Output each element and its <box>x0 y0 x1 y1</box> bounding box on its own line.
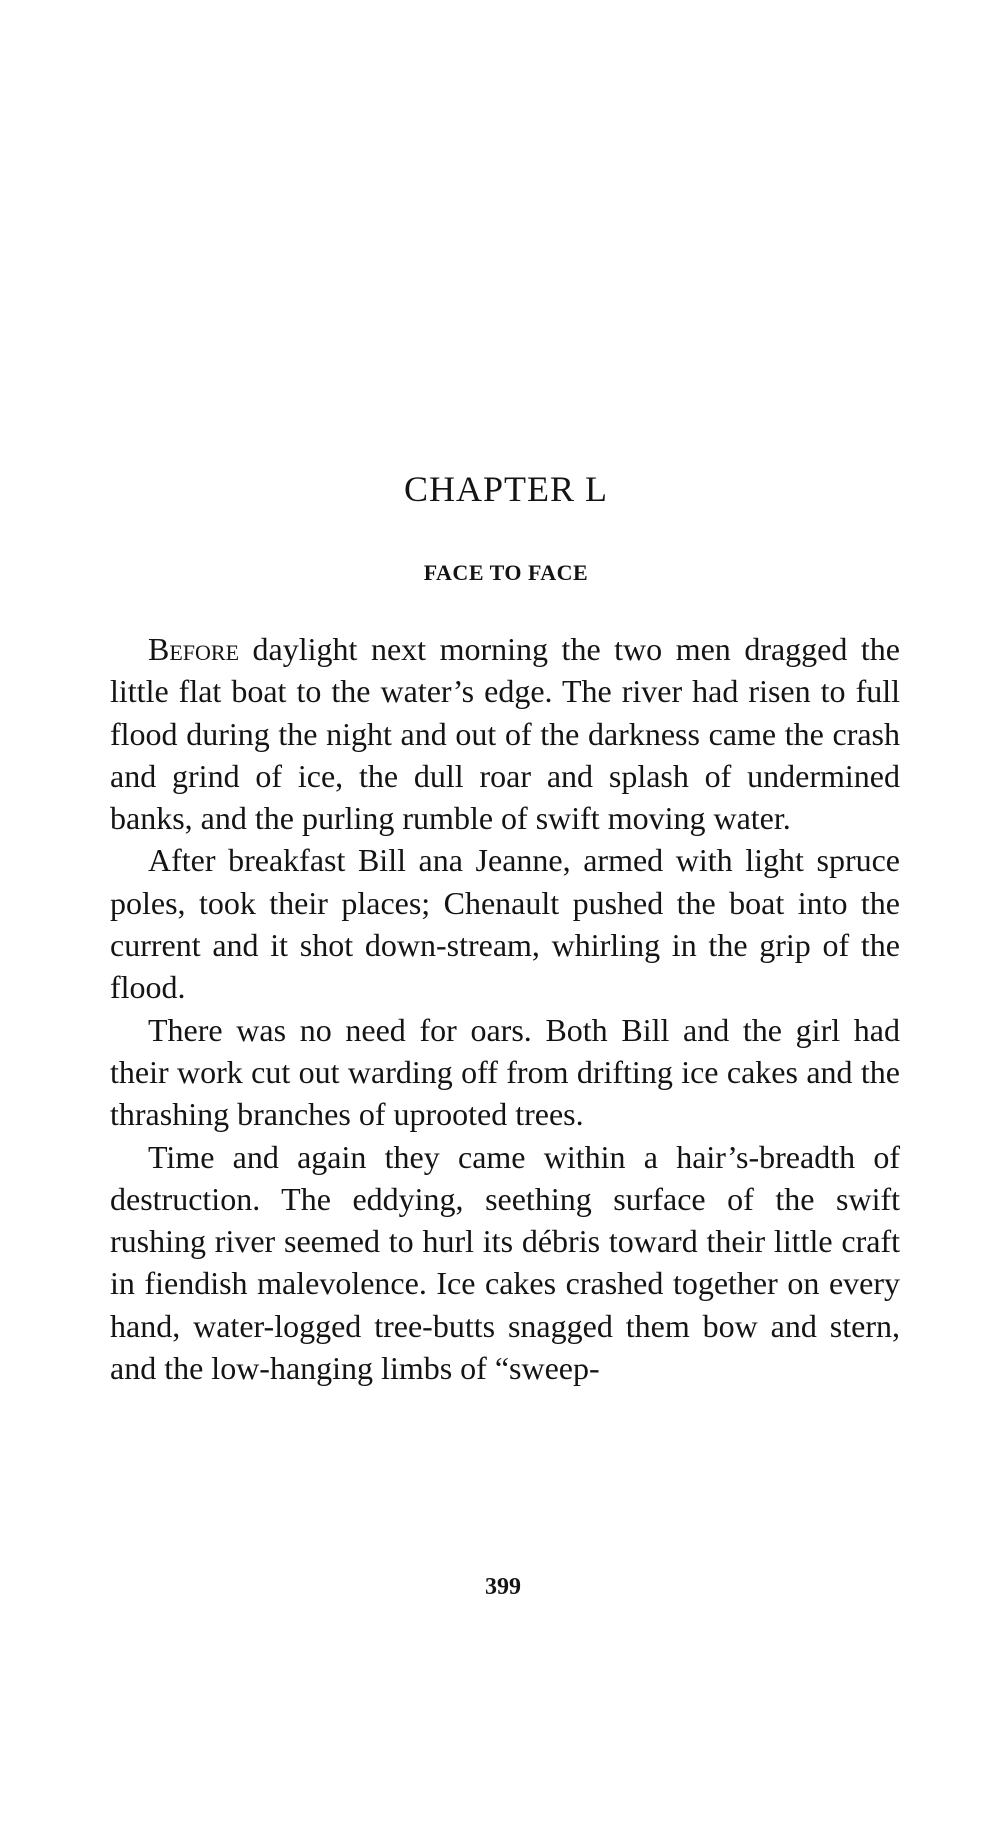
paragraph-lead-word: Before <box>148 631 240 667</box>
paragraph <box>110 1009 900 1136</box>
paragraph-text: daylight next morning the two men dragged the little flat boat to the water’s edge. The river had risen to full flood during the night and out of the darkness came the crash and grind of ice, the dull roar and splash of undermined banks, and the purling rumble of swift moving water. <box>110 631 900 837</box>
paragraph-text: There was no need for oars. Both Bill and the girl had their work cut out warding off from drifting ice cakes and the thrashing branches of uprooted trees. <box>110 1011 900 1133</box>
paragraph-text: After breakfast Bill ana Jeanne, armed with light spruce poles, took their places; Chenault pushed the boat into the current and it shot down-stream, whirling in the grip of the flood. <box>110 842 900 1006</box>
paragraph-text: Time and again they came within a hair’s-breadth of destruction. The eddying, seething surface of the swift rushing river seemed to hurl its débris toward their little craft in fiendish malevolence. Ice cakes crashed together on every hand, water-logged tree-butts snagged them bow and stern, and the low-hanging limbs of “sweep- <box>110 1138 900 1387</box>
paragraph <box>110 839 900 1008</box>
paragraph <box>110 628 900 839</box>
paragraph <box>110 1136 900 1390</box>
page-number: 399 <box>485 1574 521 1600</box>
body-text <box>110 628 900 1389</box>
chapter-subtitle: FACE TO FACE <box>423 560 589 585</box>
chapter-title: CHAPTER L <box>403 469 608 509</box>
